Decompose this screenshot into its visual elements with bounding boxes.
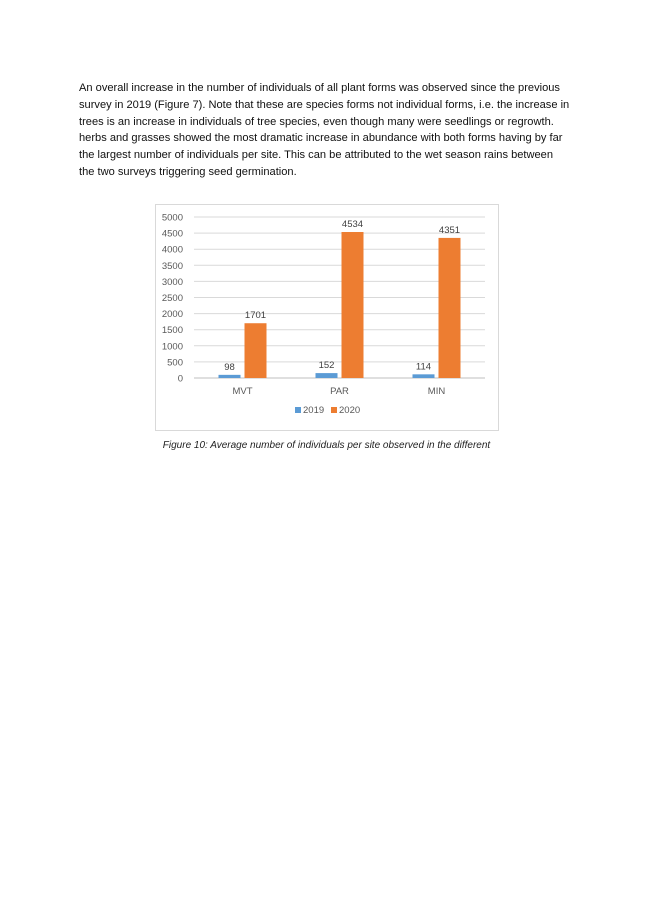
bar-2019-mvt [219, 375, 241, 378]
paragraph-line: trees is an increase in individuals of tree species, even though many were seedlings or regrowth. [79, 115, 554, 128]
legend-swatch-2020 [331, 407, 337, 413]
paragraph-line: survey in 2019 (Figure 7). Note that these are species forms not individual forms, i.e. the increase in [79, 98, 570, 111]
bar-2020-mvt [245, 323, 267, 378]
body-paragraph [79, 80, 579, 181]
paragraph-line: the two surveys triggering seed germination. [79, 165, 297, 178]
bar-2020-par [342, 232, 364, 378]
x-tick-label: PAR [330, 386, 349, 397]
legend-swatch-2019 [295, 407, 301, 413]
y-tick-label: 500 [167, 357, 183, 369]
data-label: 114 [415, 361, 432, 373]
data-label: 1701 [244, 310, 267, 322]
bar-chart [156, 205, 498, 430]
y-tick-label: 2000 [161, 309, 183, 321]
x-tick-label: MIN [427, 386, 446, 397]
y-tick-label: 2500 [161, 293, 183, 304]
data-label: 152 [318, 360, 335, 372]
y-tick-label: 4000 [161, 244, 183, 256]
y-tick-label: 1500 [161, 325, 183, 337]
legend-label: 2019 [303, 405, 325, 416]
x-tick-label: MVT [232, 386, 253, 397]
figure-caption: Figure 10: Average number of individuals per site observed in the different [162, 440, 491, 451]
y-tick-label: 1000 [161, 341, 183, 353]
y-tick-label: 5000 [161, 212, 183, 224]
y-tick-label: 0 [177, 373, 183, 385]
paragraph-line: An overall increase in the number of individuals of all plant forms was observed since the previous [79, 82, 560, 94]
data-label: 98 [224, 361, 235, 373]
data-label: 4351 [438, 224, 461, 236]
bar-chart-figure [155, 204, 499, 431]
data-label: 4534 [341, 219, 364, 231]
bar-2019-par [316, 373, 338, 378]
bar-2020-min [439, 238, 461, 378]
paragraph-line: herbs and grasses showed the most dramatic increase in abundance with both forms having by far [79, 132, 563, 145]
paragraph-line: the largest number of individuals per site. This can be attributed to the wet season rains between [79, 149, 554, 162]
bar-2019-min [413, 374, 435, 378]
legend-label: 2020 [339, 405, 361, 416]
y-tick-label: 3500 [161, 260, 183, 272]
y-tick-label: 3000 [161, 276, 183, 288]
y-tick-label: 4500 [161, 228, 183, 240]
